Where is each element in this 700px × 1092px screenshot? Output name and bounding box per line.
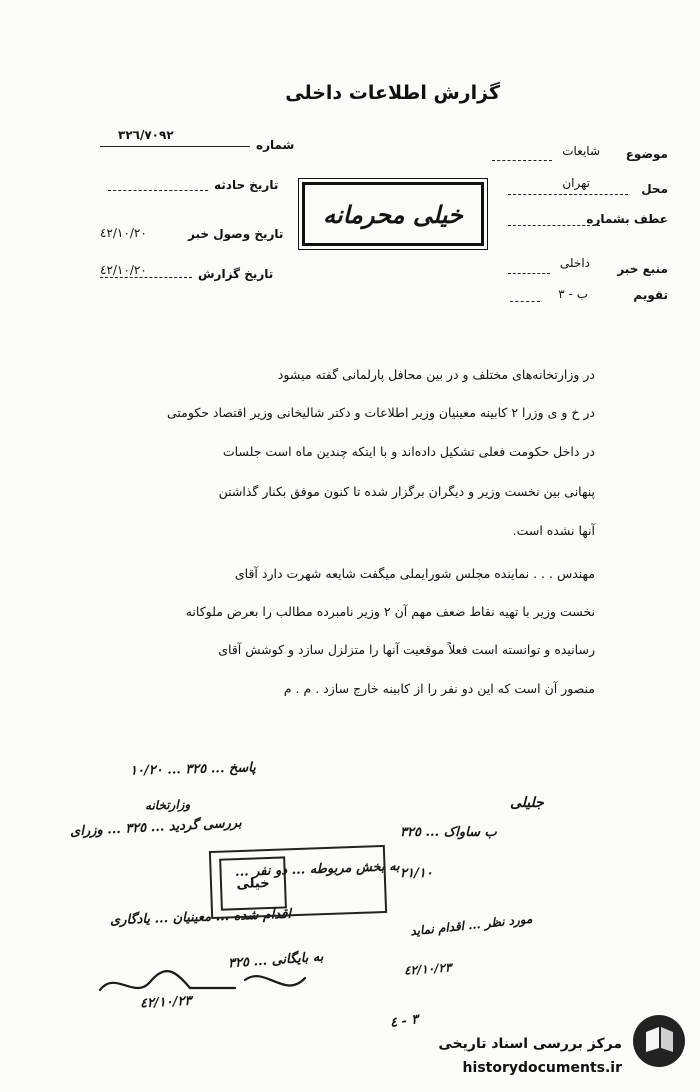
field-line	[100, 277, 192, 278]
watermark-url: historydocuments.ir	[462, 1060, 622, 1076]
signature-date: ٤٢/١٠/٢٣	[139, 993, 192, 1012]
field-label-place: محل	[641, 182, 668, 196]
handwritten-name: جلیلی	[510, 795, 544, 811]
handwritten-note: ب ساواک ... ٣٢٥	[400, 825, 497, 840]
body-line: منصور آن است که این دو نفر را از کابینه خارج سازد . م . م	[283, 681, 595, 696]
body-line: آنها نشده است.	[512, 523, 595, 538]
handwritten-note: وزارتخانه	[144, 797, 191, 813]
field-value-subject: شایعات	[562, 144, 600, 158]
top-secret-stamp-text: خیلی محرمانه	[323, 199, 463, 229]
field-label-received-date: تاریخ وصول خبر	[188, 227, 284, 241]
field-label-subject: موضوع	[625, 147, 668, 161]
handwritten-note: مورد نظر ... اقدام نماید	[409, 911, 533, 939]
body-line: در داخل حکومت فعلی تشکیل داده‌اند و با اینکه چندین ماه است جلسات	[222, 444, 595, 459]
handwritten-note: ٢١/١٠	[400, 866, 433, 881]
history-documents-logo-icon	[630, 1012, 688, 1070]
field-label-rating: تقویم	[633, 288, 668, 302]
field-value-report-date: ٤٢/١٠/٢٠	[100, 263, 147, 277]
field-label-report-date: تاریخ گزارش	[198, 267, 274, 281]
handwritten-note: بررسی گردید ... ٣٢٥ ... وزرای	[69, 815, 243, 840]
handwritten-note: به بخش مربوطه ... دو نفر ...	[234, 859, 400, 880]
body-line: نخست وزیر با تهیه نقاط ضعف مهم آن ۲ وزیر نامبرده مطالب را بعرض ملوکانه	[185, 604, 595, 619]
body-line: در وزارتخانه‌های مختلف و در بین محافل پارلمانی گفته میشود	[277, 367, 595, 382]
field-label-number: شماره	[256, 138, 295, 152]
field-line	[508, 273, 550, 274]
field-line	[100, 146, 250, 147]
watermark-name: مرکز بررسی اسناد تاریخی	[438, 1036, 622, 1052]
handwritten-note: ٣ - ٤	[389, 1012, 420, 1031]
field-label-source: منبع خبر	[617, 262, 668, 276]
field-value-number: ٣٢٦/٧٠٩٢	[118, 128, 174, 142]
body-line: پنهانی بین نخست وزیر و دیگران برگزار شده تا کنون موفق بکنار گذاشتن	[218, 484, 595, 499]
body-line: در خ و ی وزرا ۲ کابینه معینیان وزیر اطلاعات و دکتر شالیخانی وزیر اقتصاد حکومتی	[166, 405, 595, 420]
handwritten-date: ٤٢/١٠/٢٣	[403, 960, 452, 978]
field-line	[492, 160, 552, 161]
field-line	[108, 190, 208, 191]
received-stamp-inner: خیلی	[219, 856, 287, 910]
field-value-received-date: ٤٢/١٠/٢٠	[100, 226, 147, 240]
body-line: رسانیده و توانسته است فعلاً موقعیت آنها را متزلزل سازد و کوشش آقای	[218, 642, 595, 657]
signature-scribble	[95, 960, 325, 1010]
handwritten-reference: پاسخ ... ٣٢٥ ... ١٠/٢٠	[129, 760, 256, 779]
received-stamp	[209, 845, 387, 919]
handwritten-note: اقدام شده ... معینیان ... یادگاری	[109, 906, 292, 929]
field-value-place: تهران	[562, 176, 590, 190]
field-value-source: داخلی	[559, 256, 590, 270]
field-value-rating: ب - ٣	[558, 287, 588, 301]
body-line: مهندس . . . نماینده مجلس شورایملی میگفت شایعه شهرت دارد آقای	[234, 566, 595, 581]
report-title: گزارش اطلاعات داخلی	[285, 82, 500, 104]
field-label-reference: عطف بشماره	[586, 212, 668, 226]
field-line	[508, 225, 600, 226]
top-secret-stamp	[302, 182, 484, 246]
field-label-event-date: تاریخ حادثه	[214, 178, 279, 192]
field-line	[508, 194, 628, 195]
handwritten-note: به بایگانی ... ٣٢٥	[227, 949, 324, 972]
field-line	[510, 301, 540, 302]
